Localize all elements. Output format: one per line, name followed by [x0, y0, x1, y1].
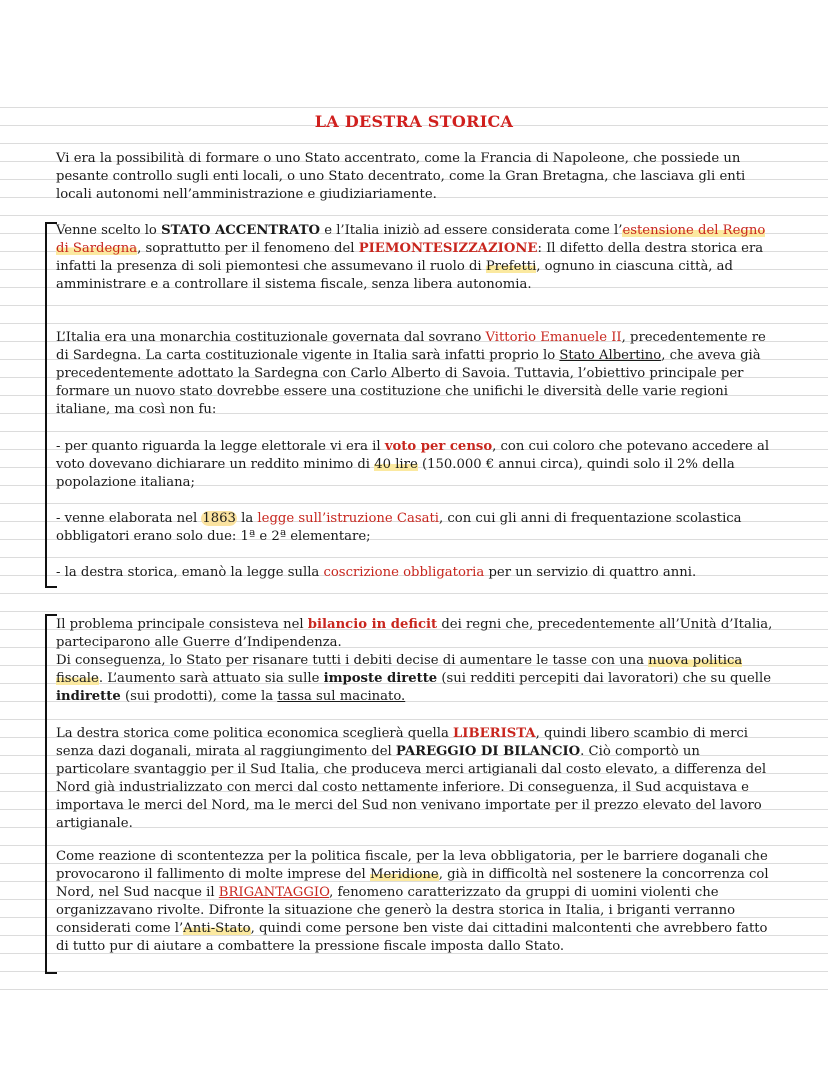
- text: , con cui gli anni di frequentazione scolastica obbligatori erano solo due: 1ª e 2ª elementare;: [56, 511, 742, 544]
- text: , fenomeno caratterizzato da gruppi di uomini violenti che organizzavano rivolte. Difronte la situazione che generò la destra storica in Italia, i briganti verranno considerati come l’: [56, 885, 736, 936]
- text: La destra storica come politica economica sceglierà quella: [56, 726, 454, 741]
- text: (sui redditi percepiti dai lavoratori) che su quelle: [437, 671, 771, 686]
- keyword-prefetti: Prefetti: [485, 259, 537, 274]
- keyword-estensione-regno: estensione del Regno di Sardegna: [56, 223, 766, 256]
- keyword-pareggio-bilancio: PAREGGIO DI BILANCIO: [395, 744, 581, 759]
- intro-paragraph: Vi era la possibilità di formare o uno Stato accentrato, come la Francia di Napoleone, che possiede un pesante controllo sugli enti locali, o uno Stato decentrato, come la Gran Bretagna, che lasciava gli enti locali autonomi nell’amministrazione e giudiziariamente.: [56, 151, 746, 202]
- keyword-voto-per-censo: voto per censo: [384, 439, 493, 454]
- keyword-coscrizione: coscrizione obbligatoria: [323, 565, 485, 580]
- keyword-nuova-politica-fiscale: nuova politica fiscale: [56, 653, 743, 686]
- text: Di conseguenza, lo Stato per risanare tutti i debiti decise di aumentare le tasse con una: [56, 653, 649, 668]
- keyword-40-lire: 40 lire: [374, 457, 418, 472]
- section1-paragraph-2: [56, 329, 776, 419]
- page-title: LA DESTRA STORICA: [314, 112, 514, 131]
- text: dei regni che, precedentemente all’Unità d’Italia, parteciparono alle Guerre d’Indipendenza.: [56, 617, 773, 650]
- keyword-1863: 1863: [202, 511, 236, 526]
- section2-paragraph-1: [56, 616, 776, 706]
- text: , quindi come persone ben viste dai cittadini malcontenti che avrebbero fatto di tutto pur di aiutare a combattere la pressione fiscale imposta dallo Stato.: [56, 921, 768, 954]
- text: , quindi libero scambio di merci senza dazi doganali, mirata al raggiungimento del: [56, 726, 749, 759]
- keyword-stato-albertino: Stato Albertino: [559, 348, 662, 363]
- text: (sui prodotti), come la: [120, 689, 278, 704]
- text: . Ciò comportò un particolare svantaggio per il Sud Italia, che produceva merci artigianali dal costo elevato, a differenza del Nord già industrializzato con merci dal costo nettamente inferiore. Di conseguenza, il Sud acquistava e importava le merci del Nord, ma le merci del Sud non venivano importate per il prezzo elevato del lavoro artigianale.: [56, 744, 767, 831]
- keyword-legge-casati: legge sull’istruzione Casati: [257, 511, 439, 526]
- text: , soprattutto per il fenomeno del: [137, 241, 359, 256]
- keyword-tassa-macinato: tassa sul macinato.: [277, 689, 406, 704]
- section2-paragraph-2: [56, 725, 776, 833]
- text: - la destra storica, emanò la legge sulla: [56, 565, 324, 580]
- section1-paragraph-5: [56, 564, 776, 582]
- section1-paragraph-3: [56, 438, 776, 492]
- keyword-liberista: LIBERISTA: [453, 726, 536, 741]
- text: Il problema principale consisteva nel: [56, 617, 308, 632]
- keyword-bilancio-deficit: bilancio in deficit: [307, 617, 438, 632]
- keyword-imposte-dirette: imposte dirette: [323, 671, 438, 686]
- section2-paragraph-3: [56, 848, 776, 956]
- text: L’Italia era una monarchia costituzionale governata dal sovrano: [56, 330, 486, 345]
- keyword-anti-stato: Anti-Stato: [183, 921, 251, 936]
- text: , con cui coloro che potevano accedere al voto dovevano dichiarare un reddito minimo di: [56, 439, 770, 472]
- text: , precedentemente re di Sardegna. La carta costituzionale vigente in Italia sarà infatti proprio lo: [56, 330, 766, 363]
- text: la: [236, 511, 258, 526]
- keyword-brigantaggio: BRIGANTAGGIO: [218, 885, 330, 900]
- text: - venne elaborata nel: [56, 511, 202, 526]
- keyword-meridione: Meridione: [369, 867, 439, 882]
- text: per un servizio di quattro anni.: [484, 565, 697, 580]
- section1-paragraph-1: [56, 222, 776, 294]
- text: - per quanto riguarda la legge elettorale vi era il: [56, 439, 385, 454]
- text: , che aveva già precedentemente adottato la Sardegna con Carlo Alberto di Savoia. Tuttavia, l’obiettivo principale per formare un nuovo stato dovrebbe essere una costituzione che unifichi le diversità delle varie regioni italiane, ma così non fu:: [56, 348, 761, 417]
- keyword-stato-accentrato: STATO ACCENTRATO: [161, 223, 320, 238]
- text: Come reazione di scontentezza per la politica fiscale, per la leva obbligatoria, per le barriere doganali che provocarono il fallimento di molte imprese del: [56, 849, 768, 882]
- text: : Il difetto della destra storica era infatti la presenza di soli piemontesi che assumevano il ruolo di: [56, 241, 764, 274]
- keyword-piemontesizzazione: PIEMONTESIZZAZIONE: [358, 241, 538, 256]
- text: e l’Italia iniziò ad essere considerata come l’: [320, 223, 623, 238]
- keyword-vittorio-emanuele: Vittorio Emanuele II: [485, 330, 622, 345]
- text: , già in difficoltà nel sostenere la concorrenza col Nord, nel Sud nacque il: [56, 867, 769, 900]
- keyword-indirette: indirette: [56, 689, 121, 704]
- text: (150.000 € annui circa), quindi solo il 2% della popolazione italiana;: [56, 457, 735, 490]
- text: Venne scelto lo: [56, 223, 162, 238]
- text: , ognuno in ciascuna città, ad amministrare e a controllare il sistema fiscale, senza libera autonomia.: [56, 259, 733, 292]
- section1-paragraph-4: [56, 510, 776, 546]
- text: . L’aumento sarà attuato sia sulle: [98, 671, 324, 686]
